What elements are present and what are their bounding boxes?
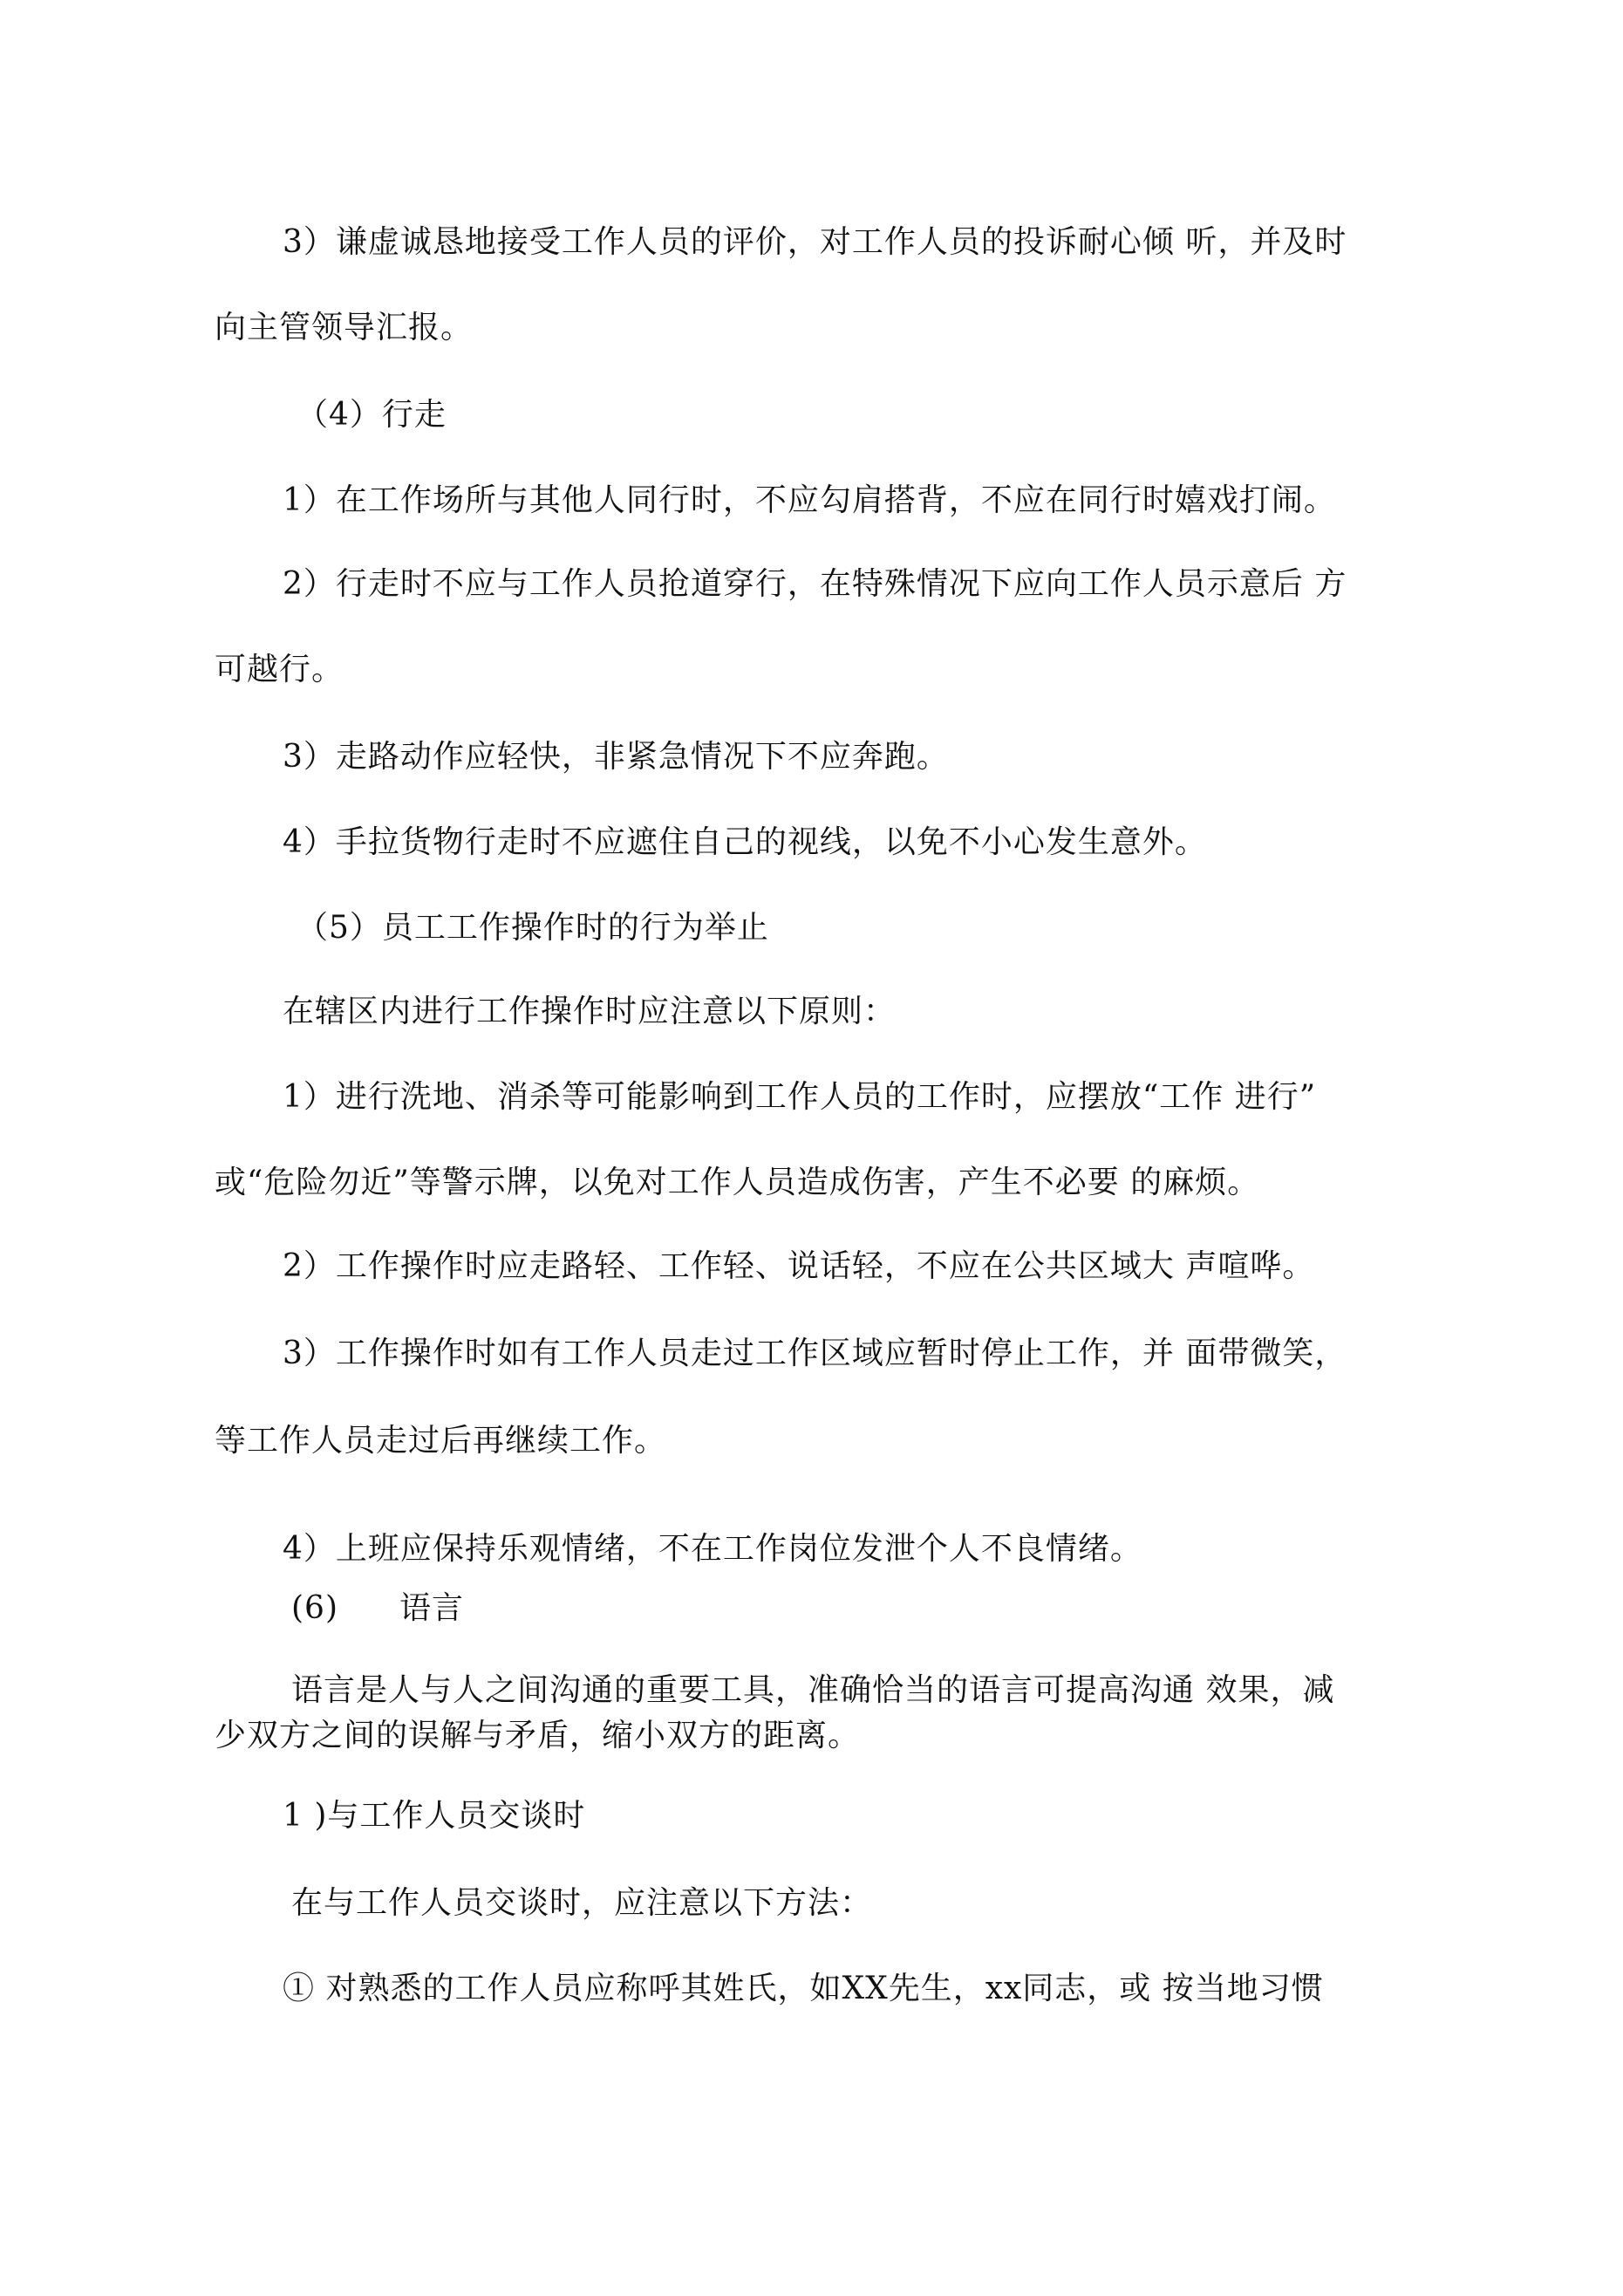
paragraph-line: 2）工作操作时应走路轻、工作轻、说话轻，不应在公共区域大 声喧哗。 bbox=[283, 1248, 1315, 1284]
paragraph-line: 1）进行洗地、消杀等可能影响到工作人员的工作时，应摆放“工作 进行” bbox=[283, 1079, 1317, 1115]
paragraph-line: 向主管领导汇报。 bbox=[215, 310, 474, 345]
paragraph-line: 3）工作操作时如有工作人员走过工作区域应暂时停止工作，并 面带微笑， bbox=[283, 1336, 1347, 1371]
paragraph-line: 少双方之间的误解与矛盾，缩小双方的距离。 bbox=[215, 1718, 861, 1753]
paragraph-line: 等工作人员走过后再继续工作。 bbox=[215, 1423, 667, 1459]
paragraph-line: 2）行走时不应与工作人员抢道穿行，在特殊情况下应向工作人员示意后 方 bbox=[283, 566, 1347, 602]
section-heading-walking: （4）行走 bbox=[297, 397, 447, 433]
paragraph-line: 在辖区内进行工作操作时应注意以下原则： bbox=[283, 994, 897, 1029]
paragraph-line: 语言是人与人之间沟通的重要工具，准确恰当的语言可提高沟通 效果，减 bbox=[291, 1672, 1335, 1708]
paragraph-line: 可越行。 bbox=[215, 652, 344, 687]
section-heading-conduct: （5）员工工作操作时的行为举止 bbox=[297, 910, 769, 946]
paragraph-line: 4）手拉货物行走时不应遮住自己的视线，以免不小心发生意外。 bbox=[283, 824, 1207, 860]
paragraph-line: 或“危险勿近”等警示牌，以免对工作人员造成伤害，产生不必要 的麻烦。 bbox=[215, 1165, 1260, 1200]
paragraph-line: 1）在工作场所与其他人同行时，不应勾肩搭背，不应在同行时嬉戏打闹。 bbox=[283, 482, 1336, 518]
subsection-heading: 1 )与工作人员交谈时 bbox=[283, 1798, 586, 1834]
section-heading-language bbox=[291, 1589, 464, 1628]
paragraph-line: 在与工作人员交谈时，应注意以下方法： bbox=[291, 1885, 873, 1921]
paragraph-line: 3）走路动作应轻快，非紧急情况下不应奔跑。 bbox=[283, 739, 949, 775]
section-number: (6) bbox=[291, 1590, 338, 1626]
paragraph-line: 4）上班应保持乐观情绪，不在工作岗位发泄个人不良情绪。 bbox=[283, 1531, 1142, 1567]
paragraph-line: 3）谦虚诚恳地接受工作人员的评价，对工作人员的投诉耐心倾 听，并及时 bbox=[283, 224, 1347, 260]
section-title: 语言 bbox=[399, 1590, 465, 1626]
list-item: ① 对熟悉的工作人员应称呼其姓氏，如XX先生，xx同志，或 按当地习惯 bbox=[283, 1971, 1324, 2006]
